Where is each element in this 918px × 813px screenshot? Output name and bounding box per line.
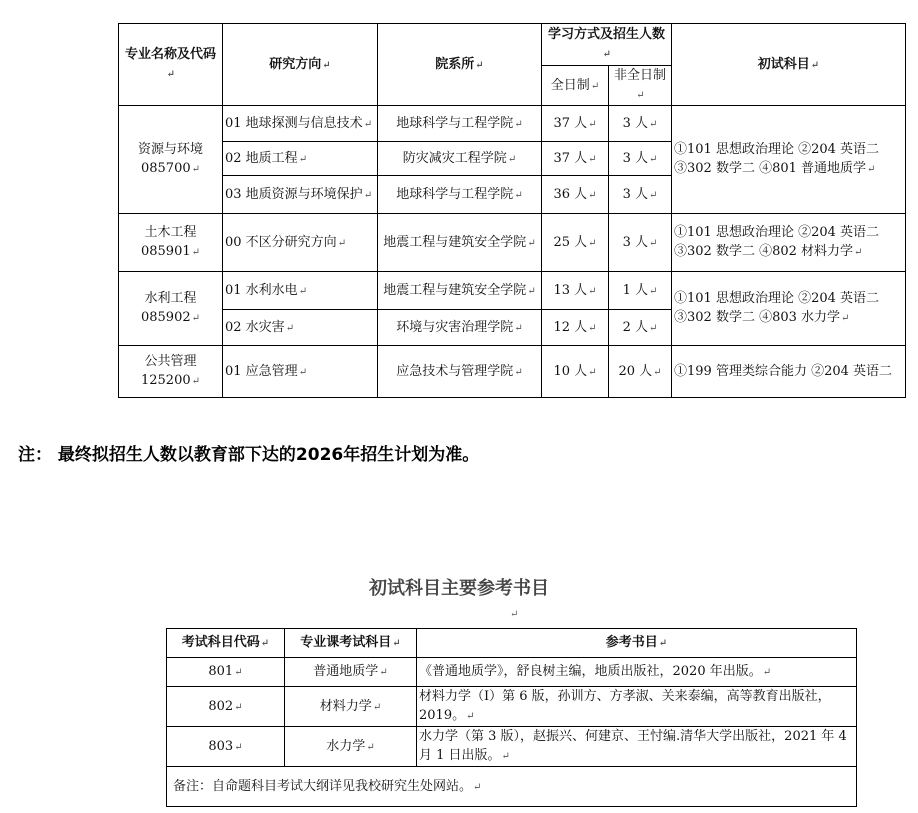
full-time-cell: 10 人↵ [542,346,609,398]
direction-cell: 00 不区分研究方向↵ [223,214,378,272]
header-department: 院系所↵ [378,24,542,106]
reference-books-table [166,628,857,807]
subjects-cell: ①101 思想政治理论 ②204 英语二 ③302 数学二 ④803 水力学↵ [672,272,906,346]
full-time-cell: 12 人↵ [542,310,609,346]
remark-cell: 备注：自命题科目考试大纲详见我校研究生处网站。↵ [167,767,857,807]
table-row [119,214,906,272]
department-cell: 地球科学与工程学院↵ [378,176,542,214]
direction-cell: 01 水利水电↵ [223,272,378,310]
full-time-cell: 36 人↵ [542,176,609,214]
part-time-cell: 2 人↵ [609,310,672,346]
part-time-cell: 3 人↵ [609,214,672,272]
department-cell: 地震工程与建筑安全学院↵ [378,272,542,310]
table-row [167,727,857,767]
subjects-cell: ①199 管理类综合能力 ②204 英语二 [672,346,906,398]
full-time-cell: 25 人↵ [542,214,609,272]
remark-row [167,767,857,807]
major-cell: 资源与环境 085700↵ [119,106,223,214]
exam-code-cell: 802↵ [167,687,285,727]
table-row [119,346,906,398]
table-row [167,658,857,687]
part-time-cell: 3 人↵ [609,142,672,176]
header-row [167,629,857,658]
part-time-cell: 20 人↵ [609,346,672,398]
header-subjects: 初试科目↵ [672,24,906,106]
direction-cell: 01 应急管理↵ [223,346,378,398]
table-row [119,106,906,142]
header-reference-books: 参考书目↵ [417,629,857,658]
direction-cell: 02 地质工程↵ [223,142,378,176]
direction-cell: 02 水灾害↵ [223,310,378,346]
part-time-cell: 1 人↵ [609,272,672,310]
paragraph-mark: ↵ [510,609,519,620]
department-cell: 地球科学与工程学院↵ [378,106,542,142]
exam-subject-cell: 材料力学↵ [285,687,417,727]
header-exam-subject: 专业课考试科目↵ [285,629,417,658]
department-cell: 环境与灾害治理学院↵ [378,310,542,346]
major-cell: 土木工程 085901↵ [119,214,223,272]
part-time-cell: 3 人↵ [609,176,672,214]
direction-cell: 01 地球探测与信息技术↵ [223,106,378,142]
department-cell: 防灾减灾工程学院↵ [378,142,542,176]
header-part-time: 非全日制↵ [609,66,672,106]
reference-title: 初试科目主要参考书目 [369,578,549,599]
full-time-cell: 13 人↵ [542,272,609,310]
enrollment-note: 注： 最终拟招生人数以教育部下达的2026年招生计划为准。 [18,445,480,465]
exam-subject-cell: 普通地质学↵ [285,658,417,687]
table-row [167,687,857,727]
table-row [119,272,906,310]
full-time-cell: 37 人↵ [542,106,609,142]
department-cell: 地震工程与建筑安全学院↵ [378,214,542,272]
header-mode-group: 学习方式及招生人数↵ [542,24,672,66]
exam-subject-cell: 水力学↵ [285,727,417,767]
reference-books-cell: 材料力学（I）第 6 版，孙训方、方孝淑、关来泰编，高等教育出版社，2019。↵ [417,687,857,727]
direction-cell: 03 地质资源与环境保护↵ [223,176,378,214]
header-full-time: 全日制↵ [542,66,609,106]
department-cell: 应急技术与管理学院↵ [378,346,542,398]
exam-code-cell: 803↵ [167,727,285,767]
subjects-cell: ①101 思想政治理论 ②204 英语二 ③302 数学二 ④801 普通地质学↵ [672,106,906,214]
major-cell: 水利工程 085902↵ [119,272,223,346]
full-time-cell: 37 人↵ [542,142,609,176]
reference-books-cell: 水力学（第 3 版），赵振兴、何建京、王忖编.清华大学出版社，2021 年 4 月 1 日出版。↵ [417,727,857,767]
header-exam-code: 考试科目代码↵ [167,629,285,658]
header-row [119,24,906,66]
exam-code-cell: 801↵ [167,658,285,687]
part-time-cell: 3 人↵ [609,106,672,142]
header-direction: 研究方向↵ [223,24,378,106]
admissions-table [118,23,906,398]
subjects-cell: ①101 思想政治理论 ②204 英语二 ③302 数学二 ④802 材料力学↵ [672,214,906,272]
reference-books-cell: 《普通地质学》，舒良树主编，地质出版社，2020 年出版。↵ [417,658,857,687]
header-major: 专业名称及代码↵ [119,24,223,106]
major-cell: 公共管理 125200↵ [119,346,223,398]
